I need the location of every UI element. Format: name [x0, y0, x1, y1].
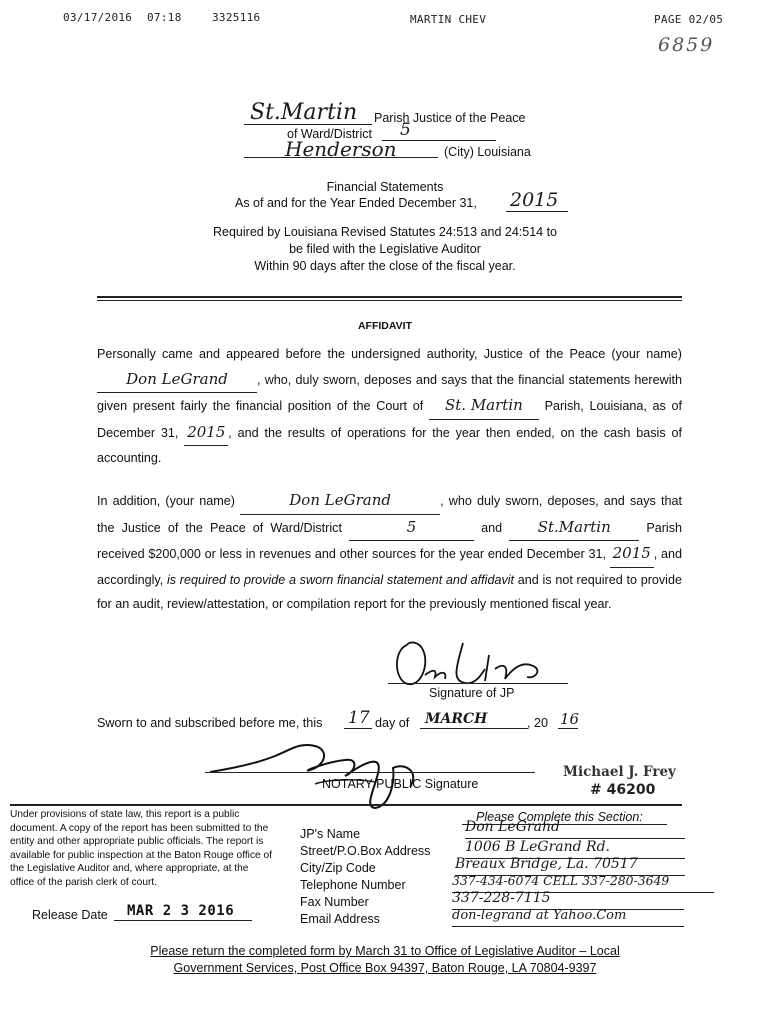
field-label: JP's Name — [300, 827, 361, 841]
divider — [97, 300, 682, 301]
field-value-line — [465, 818, 685, 839]
telephone-value: 337-434-6074 CELL 337-280-3649 — [452, 873, 670, 888]
email-value: don-legrand at Yahoo.Com — [452, 908, 627, 923]
statement-year: 2015 — [510, 189, 559, 211]
sworn-text: Sworn to and subscribed before me, this — [97, 716, 323, 730]
requirement-line2: be filed with the Legislative Auditor — [289, 242, 481, 256]
field-row — [300, 825, 360, 843]
fax-page: PAGE 02/05 — [654, 13, 724, 26]
affidavit-paragraph-2: In addition, (your name) Don LeGrand , who duly sworn, deposes, and says that the Justice of the Peace of Ward/District 5 and St.Martin Parish received $200,000 or less in revenues and other sources for the year ended December 31, 2015 , and accordingly, is required to provide a sworn financial statement and affidavit and is not required to provide for an audit, review/attestation, or compilation report for the previously mentioned fiscal year. — [97, 488, 682, 617]
affiant-name-2: Don LeGrand — [289, 491, 391, 509]
fax-number-value: 337-228-7115 — [452, 890, 551, 906]
divider — [97, 296, 682, 298]
fax-sender: MARTIN CHEV — [410, 13, 487, 26]
affidavit-heading: AFFIDAVIT — [357, 320, 413, 332]
field-row — [300, 842, 430, 860]
field-row — [300, 893, 369, 911]
field-label: Email Address — [300, 912, 380, 926]
footer-line1: Please return the completed form by March 31 to Office of Legislative Auditor – Local — [150, 944, 620, 958]
notary-number-stamp: # 46200 — [590, 782, 656, 798]
fax-time: 07:18 — [147, 11, 182, 24]
address-value: 1006 B LeGrand Rd. — [465, 839, 611, 855]
provisions-text: Under provisions of state law, this report is a public document. A copy of the report has been submitted to the entity and other appropriate public officials. The report is available for public inspection at the Baton Rouge office of the Legislative Auditor and, where appropriate, at the office of the parish clerk of court. — [10, 809, 273, 888]
notary-label: NOTARY PUBLIC Signature — [322, 777, 479, 791]
sworn-year-prefix: , 20 — [527, 716, 549, 730]
affidavit-year: 2015 — [187, 422, 226, 441]
parish-value: St.Martin — [250, 100, 358, 125]
field-row — [300, 859, 376, 877]
affiant-name: Don LeGrand — [126, 369, 228, 388]
handwritten-code: 6859 — [658, 34, 715, 56]
city-value: Henderson — [285, 137, 397, 161]
ward-value: 5 — [400, 120, 411, 140]
jp-signature-label: Signature of JP — [429, 686, 515, 700]
jp-signature-graphic — [385, 635, 575, 690]
divider — [10, 804, 682, 806]
field-value-line — [452, 906, 684, 927]
sworn-month: MARCH — [425, 711, 488, 727]
field-row — [300, 876, 406, 894]
requirement-line3: Within 90 days after the close of the fiscal year. — [254, 259, 516, 273]
release-date-stamp: MAR 2 3 2016 — [127, 903, 235, 919]
field-label: City/Zip Code — [300, 861, 376, 875]
requirement-line1: Required by Louisiana Revised Statutes 24:513 and 24:514 to — [213, 225, 557, 239]
sworn-year: 16 — [560, 710, 580, 728]
parish-label: Parish Justice of the Peace — [374, 111, 526, 125]
field-label: Street/P.O.Box Address — [300, 844, 431, 858]
ward-label: of Ward/District — [287, 127, 372, 141]
sworn-day: 17 — [348, 708, 370, 728]
parish-value-2: St.Martin — [537, 517, 611, 536]
affidavit-paragraph-1: Personally came and appeared before the undersigned authority, Justice of the Peace (your name) Don LeGrand , who, duly sworn, deposes and says that the financial statements herewith given present fairly the financial position of the Court of St. Martin Parish, Louisiana, as of December 31, 2015 , and the results of operations for the year then ended, on the cash basis of accounting. — [97, 347, 683, 465]
court-parish: St. Martin — [444, 396, 523, 414]
fax-date: 03/17/2016 — [63, 11, 133, 24]
release-date-label: Release Date — [32, 908, 108, 922]
sworn-day-of: day of — [375, 716, 410, 730]
footer-line2: Government Services, Post Office Box 94397, Baton Rouge, LA 70804-9397 — [173, 961, 597, 975]
statement-line2: As of and for the Year Ended December 31, — [235, 196, 477, 210]
fax-number: 3325116 — [212, 11, 261, 24]
affidavit-year-2: 2015 — [612, 544, 651, 562]
jp-name-value: Don LeGrand — [465, 819, 560, 835]
district-value: 5 — [406, 517, 417, 536]
complete-section-heading: Please Complete this Section: — [476, 810, 643, 824]
city-label: (City) Louisiana — [444, 145, 531, 159]
field-label: Telephone Number — [300, 878, 406, 892]
field-label: Fax Number — [300, 895, 369, 909]
statement-line1: Financial Statements — [326, 180, 444, 194]
city-zip-value: Breaux Bridge, La. 70517 — [455, 856, 638, 872]
field-row — [300, 910, 380, 928]
notary-name-stamp: Michael J. Frey — [563, 764, 676, 780]
